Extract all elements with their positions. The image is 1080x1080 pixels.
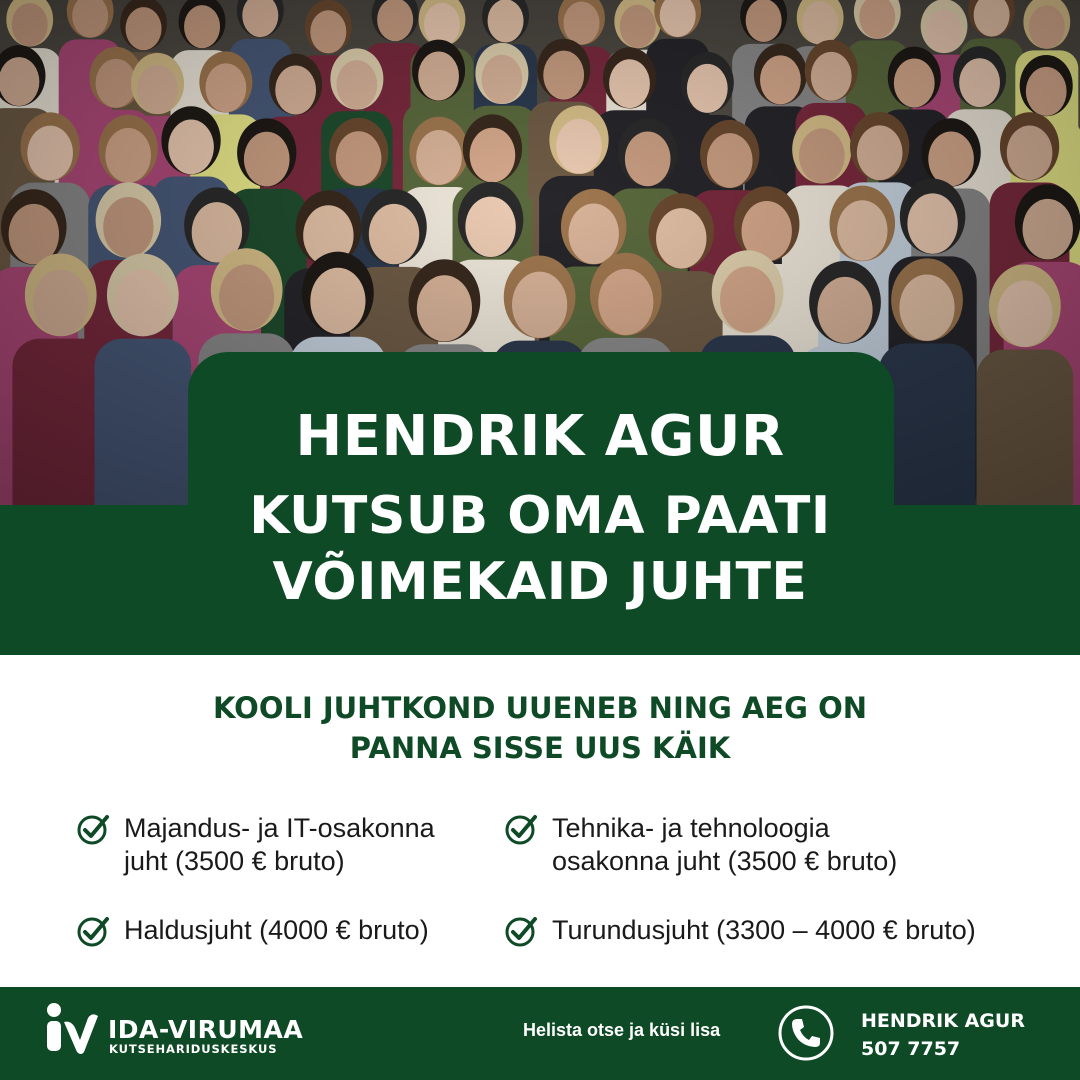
position-item: [76, 914, 496, 948]
contact-phone-number[interactable]: 507 7757: [861, 1038, 961, 1060]
position-line-1: Majandus- ja IT-osakonna: [124, 813, 435, 843]
position-text: [552, 812, 897, 878]
headline-name: HENDRIK AGUR: [295, 404, 785, 469]
position-text: Turundusjuht (3300 – 4000 € bruto): [552, 915, 976, 945]
subheading-line-2: PANNA SISSE UUS KÄIK: [349, 731, 731, 765]
position-text: [124, 812, 435, 878]
headline-line-3: VÕIMEKAID JUHTE: [272, 552, 808, 612]
position-item: [76, 812, 476, 878]
headline-line-2: KUTSUB OMA PAATI: [249, 486, 831, 546]
call-to-action-text: Helista otse ja küsi lisa: [523, 1020, 721, 1040]
check-circle-icon: [504, 812, 538, 846]
contact-name: HENDRIK AGUR: [861, 1010, 1025, 1032]
iv-logo-icon: [42, 1000, 100, 1058]
check-circle-icon: [76, 914, 110, 948]
logo-subtitle: KUTSEHARIDUSKESKUS: [109, 1042, 278, 1056]
phone-icon[interactable]: [777, 1004, 835, 1062]
check-circle-icon: [76, 812, 110, 846]
position-item: [504, 812, 904, 878]
subheading-line-1: KOOLI JUHTKOND UUENEB NING AEG ON: [213, 691, 867, 725]
logo-name: IDA-VIRUMAA: [108, 1015, 304, 1044]
position-line-2: osakonna juht (3500 € bruto): [552, 846, 898, 876]
position-line-2: juht (3500 € bruto): [124, 846, 345, 876]
position-text: Haldusjuht (4000 € bruto): [124, 915, 429, 945]
check-circle-icon: [504, 914, 538, 948]
subheading: [0, 688, 1080, 768]
position-line-1: Tehnika- ja tehnoloogia: [552, 813, 830, 843]
position-item: [504, 914, 1024, 948]
